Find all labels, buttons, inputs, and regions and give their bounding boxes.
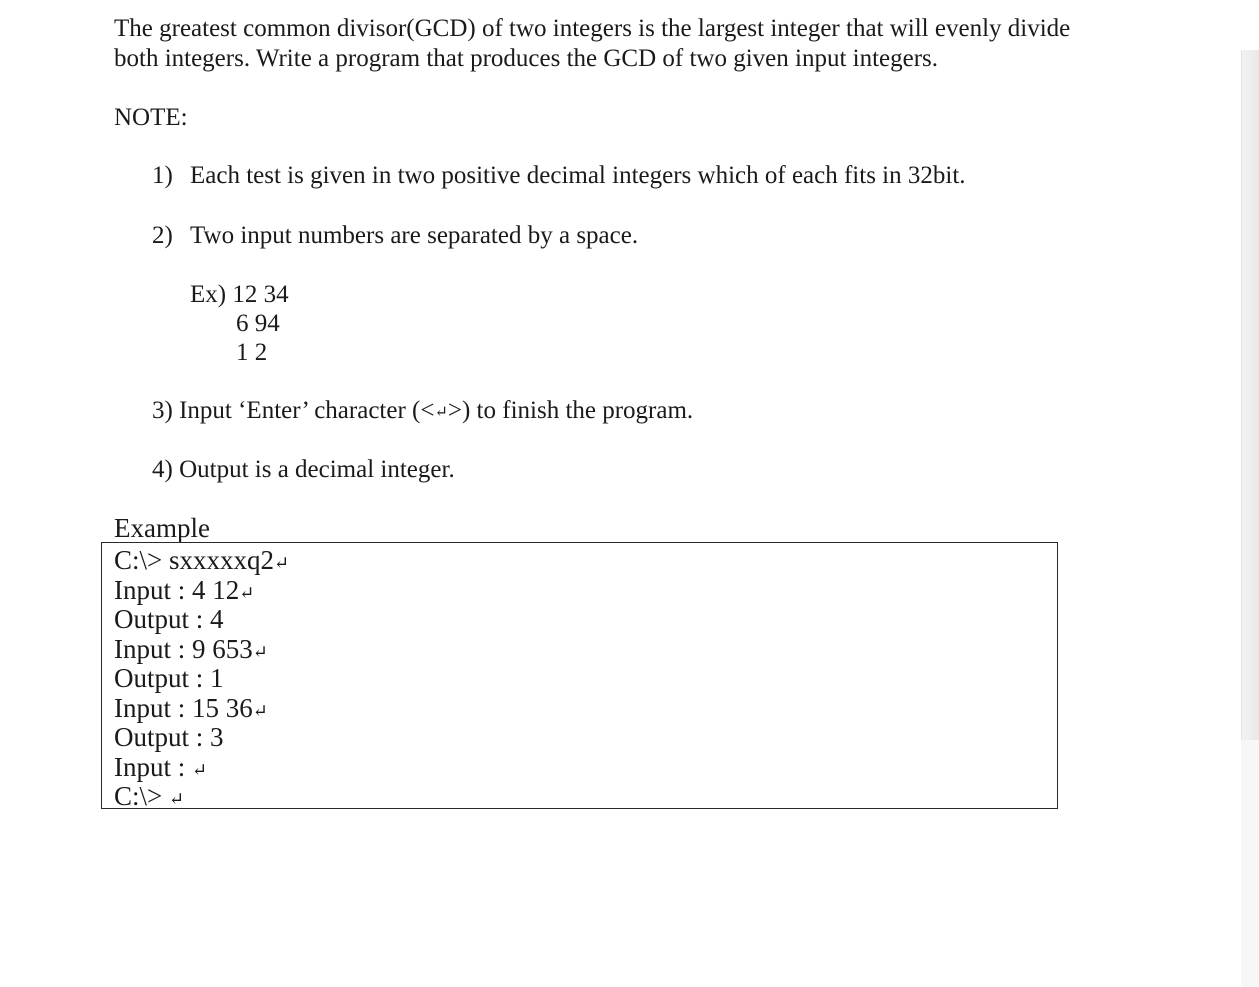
ex-line-3: 1 2 (236, 339, 268, 366)
enter-key-icon: ↵ (252, 701, 268, 721)
rule-2-number: 2) (152, 222, 173, 249)
ex-label: Ex) (190, 281, 227, 308)
ex-line-2: 6 94 (236, 310, 280, 337)
enter-key-icon: ↵ (252, 642, 268, 662)
console-line-3 (114, 604, 224, 634)
intro-line-1: The greatest common divisor(GCD) of two integers is the largest integer that will evenly divide (114, 15, 1071, 42)
console-line-6-text: Input : 15 36 (114, 693, 253, 723)
console-line-4-text: Input : 9 653 (114, 634, 253, 664)
console-line-8-text: Input : (114, 752, 192, 782)
enter-key-icon: ↵ (192, 760, 208, 780)
rule-4: 4) Output is a decimal integer. (152, 456, 455, 483)
note-heading: NOTE: (114, 104, 188, 131)
rule-1-number: 1) (152, 162, 173, 189)
console-line-3-text: Output : 4 (114, 604, 224, 634)
rule-2 (152, 221, 638, 250)
console-line-1 (114, 545, 289, 578)
console-line-9 (114, 781, 184, 814)
console-line-9-text: C:\> (114, 781, 169, 811)
rule-3-text-start: 3) Input ‘Enter’ character (< (152, 397, 435, 424)
intro-paragraph (114, 14, 1114, 73)
ex-line-1: 12 34 (232, 281, 289, 308)
rule-3 (152, 396, 693, 427)
intro-line-2: both integers. Write a program that produces the GCD of two given input integers. (114, 44, 939, 72)
enter-key-icon: ↵ (239, 583, 255, 603)
console-line-7-text: Output : 3 (114, 722, 224, 752)
console-line-2-text: Input : 4 12 (114, 575, 240, 605)
enter-key-icon: ↵ (434, 404, 448, 421)
rule-1 (152, 161, 966, 190)
page-edge-lower (1241, 740, 1259, 987)
console-line-5 (114, 663, 224, 693)
console-line-7 (114, 722, 224, 752)
example-heading: Example (114, 513, 210, 543)
console-line-5-text: Output : 1 (114, 663, 224, 693)
rule-3-text-end: >) to finish the program. (447, 397, 694, 424)
enter-key-icon: ↵ (274, 553, 290, 573)
rule-1-text: Each test is given in two positive decimal integers which of each fits in 32bit. (190, 162, 966, 189)
console-line-1-text: C:\> sxxxxxq2 (114, 545, 274, 575)
rule-2-text: Two input numbers are separated by a space. (190, 222, 639, 249)
rule-2-example (190, 280, 289, 309)
enter-key-icon: ↵ (169, 789, 185, 809)
